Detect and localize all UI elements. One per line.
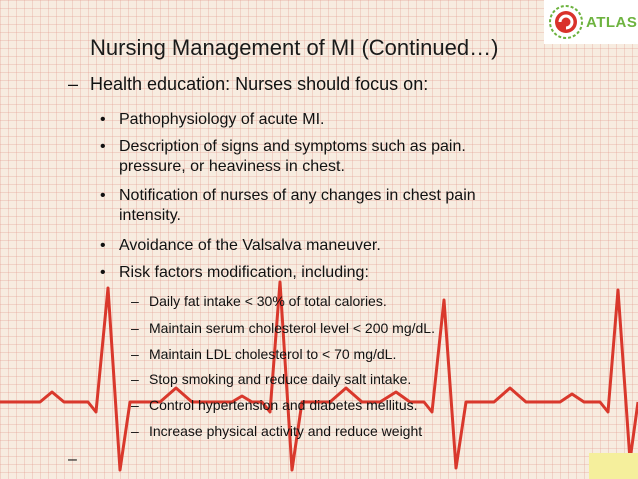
slide-title: Nursing Management of MI (Continued…) — [90, 35, 499, 60]
main-point-text: Health education: Nurses should focus on: — [90, 74, 429, 94]
bullet-text: Avoidance of the Valsalva maneuver. — [119, 237, 381, 254]
bullet-item — [100, 110, 570, 130]
bullet-item — [100, 186, 570, 226]
sub-bullet-text: Stop smoking and reduce daily salt intake. — [149, 371, 412, 387]
sub-bullet-text: Increase physical activity and reduce weight — [149, 423, 423, 439]
bullet-item — [100, 137, 570, 177]
sub-bullet-text: Control hypertension and diabetes mellitus. — [149, 397, 418, 413]
page-number-box — [589, 453, 638, 479]
bullet-text: intensity. — [119, 207, 181, 224]
sub-bullet-marker: – — [131, 371, 139, 387]
sub-bullet-marker: – — [131, 423, 139, 439]
main-point-dash: – — [68, 74, 79, 94]
bullet-text: Pathophysiology of acute MI. — [119, 111, 325, 128]
bullet-text: pressure, or heaviness in chest. — [119, 158, 345, 175]
sub-bullet-text: Maintain LDL cholesterol to < 70 mg/dL. — [149, 346, 397, 362]
empty-list-marker: – — [68, 451, 77, 468]
sub-bullet-marker: – — [131, 293, 139, 309]
sub-bullet-marker: – — [131, 320, 139, 336]
atlas-logo-icon — [548, 4, 584, 40]
sub-bullet-marker: – — [131, 397, 139, 413]
bullet-marker: • — [100, 138, 106, 155]
bullet-text: Description of signs and symptoms such as pain. — [119, 138, 466, 155]
bullet-item — [100, 236, 570, 256]
bullet-text: Risk factors modification, including: — [119, 264, 369, 281]
bullet-marker: • — [100, 187, 106, 204]
bullet-item — [100, 263, 570, 283]
bullet-text: Notification of nurses of any changes in chest pain — [119, 187, 476, 204]
bullet-marker: • — [100, 111, 106, 128]
bullet-marker: • — [100, 237, 106, 254]
sub-bullet-text: Daily fat intake < 30% of total calories. — [149, 293, 387, 309]
sub-bullet-marker: – — [131, 346, 139, 362]
sub-bullet-text: Maintain serum cholesterol level < 200 mg/dL. — [149, 320, 435, 336]
atlas-logo — [544, 0, 638, 44]
bullet-marker: • — [100, 264, 106, 281]
atlas-logo-text: ATLAS — [586, 13, 638, 31]
